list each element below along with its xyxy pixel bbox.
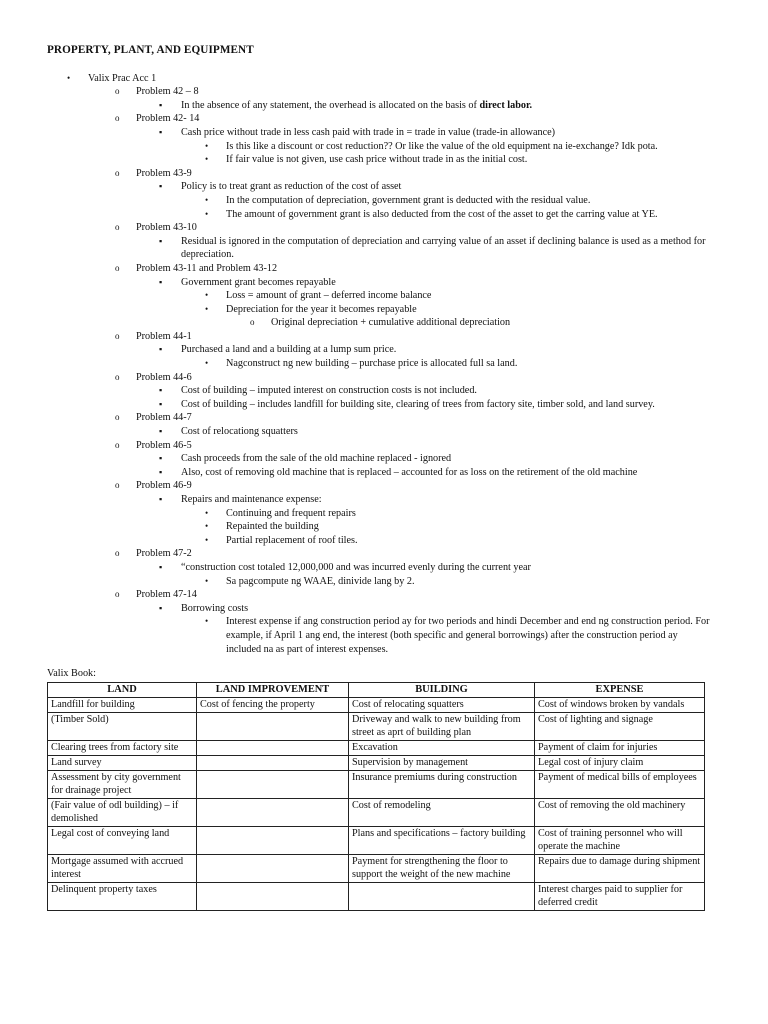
outline-text: Original depreciation + cumulative additional depreciation (271, 317, 511, 329)
bullet-icon: ▪ (159, 181, 163, 192)
table-row (48, 826, 705, 854)
table-cell: Cost of fencing the property (197, 697, 349, 712)
table-cell: Cost of training personnel who will operate the machine (535, 826, 705, 854)
outline-item (47, 72, 715, 86)
table-cell: Land survey (48, 755, 197, 770)
outline-item (47, 371, 715, 385)
table-cell: Cost of relocating squatters (349, 697, 535, 712)
outline-text: Cash price without trade in less cash paid with trade in = trade in value (trade-in allowance) (181, 126, 556, 138)
bullet-icon: o (115, 167, 120, 178)
outline-text: Government grant becomes repayable (181, 276, 336, 288)
outline-item (47, 262, 715, 276)
outline-text: Sa pagcompute ng WAAE, dinivide lang by 2. (226, 575, 415, 587)
table-cell: Cost of windows broken by vandals (535, 697, 705, 712)
outline-text: Cost of building – imputed interest on construction costs is not included. (181, 385, 477, 397)
bullet-icon: ▪ (159, 494, 163, 504)
table-row (48, 798, 705, 826)
column-header: EXPENSE (535, 682, 705, 697)
bullet-icon: ▪ (159, 466, 163, 477)
outline-text: Problem 44-7 (136, 412, 192, 424)
outline-text: Is this like a discount or cost reduction?? Or like the value of the old equipment na ie-exchange? Idk pota. (226, 140, 658, 152)
outline-item (47, 547, 715, 561)
outline-item (47, 126, 715, 140)
column-header: BUILDING (349, 682, 535, 697)
outline-item (47, 167, 715, 181)
outline-item (47, 194, 715, 208)
bullet-icon: • (205, 290, 209, 301)
table-cell (197, 882, 349, 910)
outline-item (47, 153, 715, 167)
bullet-icon: • (205, 507, 209, 518)
table-row (48, 882, 705, 910)
bullet-icon: o (115, 113, 120, 124)
outline-item (47, 588, 715, 602)
bullet-icon: o (115, 548, 120, 559)
outline-item (47, 343, 715, 357)
table-cell (197, 770, 349, 798)
outline-text: Continuing and frequent repairs (226, 507, 356, 519)
outline-text: Cash proceeds from the sale of the old machine replaced - ignored (181, 453, 452, 465)
outline-text: Problem 42- 14 (136, 113, 200, 125)
outline-text: Problem 46-5 (136, 439, 192, 451)
table-row (48, 755, 705, 770)
outline-item (47, 316, 715, 330)
outline-item (47, 289, 715, 303)
bullet-icon: o (250, 317, 255, 328)
bullet-icon: ▪ (159, 453, 163, 464)
table-cell: Assessment by city government for drainage project (48, 770, 197, 798)
outline-text: Also, cost of removing old machine that is replaced – accounted for as loss on the retirement of the old machine (181, 466, 638, 478)
bullet-icon: o (115, 371, 120, 382)
outline-item (47, 140, 715, 154)
table-cell: Delinquent property taxes (48, 882, 197, 910)
bullet-icon: ▪ (159, 99, 163, 110)
outline-text: Problem 43-10 (136, 222, 197, 234)
outline-item (47, 575, 715, 589)
bullet-icon: o (115, 330, 120, 341)
outline-item (47, 357, 715, 371)
table-cell (197, 798, 349, 826)
outline-text: Repairs and maintenance expense: (181, 494, 322, 505)
bullet-icon: ▪ (159, 235, 163, 246)
bullet-icon: • (205, 194, 209, 205)
table-cell: Clearing trees from factory site (48, 740, 197, 755)
bullet-icon: • (205, 154, 209, 165)
bullet-icon: • (205, 140, 209, 151)
outline-text: Depreciation for the year it becomes repayable (226, 303, 417, 315)
table-cell: Landfill for building (48, 697, 197, 712)
outline-text: Problem 43-9 (136, 167, 192, 179)
bullet-icon: • (205, 616, 209, 627)
outline-item (47, 180, 715, 194)
table-cell: Repairs due to damage during shipment (535, 854, 705, 882)
bullet-icon: o (115, 589, 120, 600)
outline-item (47, 208, 715, 222)
table-cell (349, 882, 535, 910)
outline-text: In the absence of any statement, the overhead is allocated on the basis of (181, 99, 480, 111)
bullet-icon: ▪ (159, 344, 163, 355)
bullet-icon: o (115, 262, 120, 273)
outline-text: Problem 43-11 and Problem 43-12 (136, 262, 278, 274)
outline-text: Problem 44-1 (136, 330, 192, 342)
notes-outline (47, 72, 715, 657)
outline-text: Problem 42 – 8 (136, 86, 199, 98)
outline-text: “construction cost totaled 12,000,000 and was incurred evenly during the current year (181, 561, 531, 573)
outline-item (47, 520, 715, 534)
table-cell: Mortgage assumed with accrued interest (48, 854, 197, 882)
table-cell: Excavation (349, 740, 535, 755)
outline-item (47, 466, 715, 480)
outline-text: Partial replacement of roof tiles. (226, 534, 358, 546)
outline-item (47, 479, 715, 493)
outline-item (47, 221, 715, 235)
outline-item (47, 330, 715, 344)
outline-item (47, 602, 715, 616)
outline-item (47, 534, 715, 548)
outline-text: The amount of government grant is also deducted from the cost of the asset to get the carring value at YE. (226, 208, 658, 220)
outline-item (47, 235, 715, 262)
outline-item (47, 303, 715, 317)
outline-text: Cost of building – includes landfill for building site, clearing of trees from factory site, timber sold, and land survey. (181, 398, 655, 410)
outline-text: Residual is ignored in the computation of depreciation and carrying value of an asset if declining balance is used as a method for depreciation. (181, 235, 706, 261)
table-cell (197, 740, 349, 755)
emphasis-text: direct labor. (479, 99, 533, 111)
outline-item (47, 384, 715, 398)
table-cell: Payment for strengthening the floor to support the weight of the new machine (349, 854, 535, 882)
table-cell: Cost of lighting and signage (535, 712, 705, 740)
bullet-icon: • (67, 72, 71, 83)
outline-item (47, 425, 715, 439)
outline-text: Valix Prac Acc 1 (88, 72, 157, 84)
outline-text: Borrowing costs (181, 602, 249, 614)
outline-item (47, 99, 715, 113)
table-cell: Insurance premiums during construction (349, 770, 535, 798)
outline-text: Problem 46-9 (136, 480, 192, 492)
outline-text: Purchased a land and a building at a lump sum price. (181, 344, 397, 356)
bullet-icon: • (205, 521, 209, 532)
outline-item (47, 85, 715, 99)
bullet-icon: o (115, 222, 120, 233)
outline-item (47, 615, 715, 656)
table-cell: Plans and specifications – factory building (349, 826, 535, 854)
outline-text: If fair value is not given, use cash price without trade in as the initial cost. (226, 154, 528, 166)
classification-table (47, 682, 705, 911)
table-cell: Legal cost of conveying land (48, 826, 197, 854)
table-cell (197, 712, 349, 740)
valix-book-label: Valix Book: (47, 668, 96, 680)
outline-text: Policy is to treat grant as reduction of the cost of asset (181, 181, 402, 193)
table-cell: Driveway and walk to new building from street as aprt of building plan (349, 712, 535, 740)
bullet-icon: • (205, 575, 209, 586)
bullet-icon: o (115, 86, 120, 97)
outline-item (47, 507, 715, 521)
table-cell: Cost of remodeling (349, 798, 535, 826)
table-cell (197, 826, 349, 854)
table-row (48, 770, 705, 798)
outline-text: Problem 47-2 (136, 548, 192, 560)
bullet-icon: ▪ (159, 602, 163, 613)
outline-item (47, 561, 715, 575)
bullet-icon: o (115, 439, 120, 450)
outline-item (47, 452, 715, 466)
bullet-icon: o (115, 412, 120, 423)
table-cell: Payment of claim for injuries (535, 740, 705, 755)
bullet-icon: ▪ (159, 385, 163, 396)
table-cell: Supervision by management (349, 755, 535, 770)
bullet-icon: • (205, 208, 209, 219)
document-page (47, 44, 715, 911)
outline-text: Nagconstruct ng new building – purchase price is allocated full sa land. (226, 358, 518, 370)
bullet-icon: ▪ (159, 126, 163, 137)
outline-item (47, 493, 715, 507)
table-body (48, 697, 705, 910)
table-cell: Cost of removing the old machinery (535, 798, 705, 826)
table-row (48, 740, 705, 755)
outline-item (47, 439, 715, 453)
outline-text: Cost of relocationg squatters (181, 426, 298, 438)
table-cell (197, 755, 349, 770)
outline-text: In the computation of depreciation, government grant is deducted with the residual value. (226, 194, 591, 206)
column-header: LAND (48, 682, 197, 697)
outline-text: Problem 47-14 (136, 589, 197, 601)
document-title: PROPERTY, PLANT, AND EQUIPMENT (47, 44, 254, 56)
outline-item (47, 112, 715, 126)
outline-text: Interest expense if ang construction period ay for two periods and hindi December and end ng construction period. For example, if April 1 ang end, the interest (both specific and general borrowings) after the construction period ay included na as part of interest expenses. (226, 616, 710, 655)
outline-item (47, 398, 715, 412)
table-row (48, 712, 705, 740)
outline-text: Repainted the building (226, 521, 319, 533)
table-cell: (Timber Sold) (48, 712, 197, 740)
table-cell: Payment of medical bills of employees (535, 770, 705, 798)
table-cell: (Fair value of odl building) – if demolished (48, 798, 197, 826)
outline-item (47, 276, 715, 290)
table-cell: Interest charges paid to supplier for deferred credit (535, 882, 705, 910)
column-header: LAND IMPROVEMENT (197, 682, 349, 697)
table-row (48, 854, 705, 882)
table-row (48, 697, 705, 712)
outline-text: Loss = amount of grant – deferred income balance (226, 290, 432, 302)
bullet-icon: • (205, 303, 209, 314)
outline-item (47, 411, 715, 425)
bullet-icon: ▪ (159, 276, 163, 287)
bullet-icon: ▪ (159, 398, 163, 409)
outline-text: Problem 44-6 (136, 371, 192, 383)
table-cell (197, 854, 349, 882)
table-cell: Legal cost of injury claim (535, 755, 705, 770)
bullet-icon: ▪ (159, 426, 163, 437)
bullet-icon: • (205, 534, 209, 545)
table-header-row (48, 682, 705, 697)
bullet-icon: • (205, 358, 209, 369)
bullet-icon: o (115, 480, 120, 491)
bullet-icon: ▪ (159, 561, 163, 572)
